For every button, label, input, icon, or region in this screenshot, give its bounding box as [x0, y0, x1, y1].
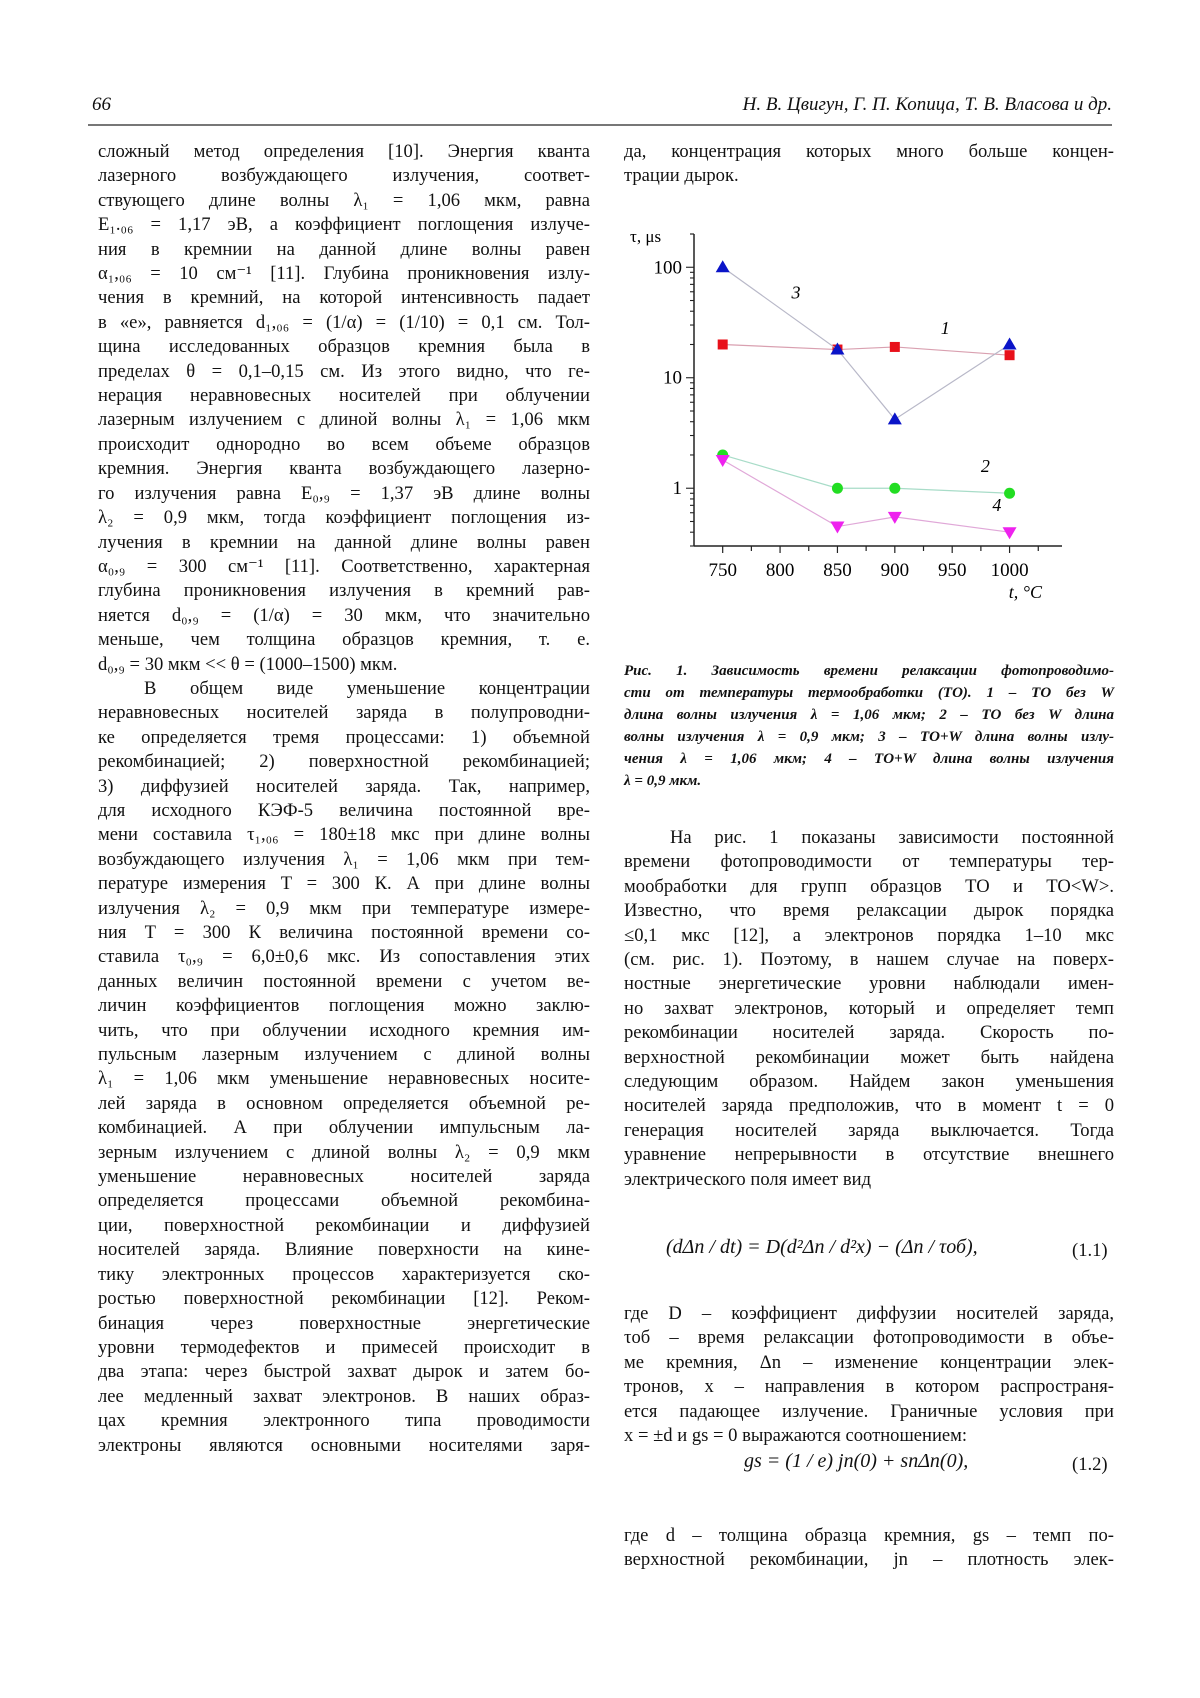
- text-line: τоб – время релаксации фотопроводимости в объе-: [624, 1327, 1114, 1349]
- text-line: мообработки для групп образцов ТО и ТО<W>.: [624, 875, 1114, 897]
- text-line: лее медленный захват электронов. В наших образ-: [98, 1385, 590, 1407]
- y-axis-label: τ, μs: [630, 227, 662, 246]
- figure-1-chart: [624, 220, 1114, 650]
- x-axis-label: t, °C: [1008, 582, 1042, 602]
- text-line: λ₂ = 0,9 мкм, тогда коэффициент поглощения из-: [98, 507, 590, 529]
- text-line: рекомбинацией; 2) поверхностной рекомбинацией;: [98, 751, 590, 773]
- text-line: два этапа: через быстрой захват дырок и затем бо-: [98, 1361, 590, 1383]
- text-line: В общем виде уменьшение концентрации: [144, 677, 590, 699]
- text-line: кремния. Энергия кванта возбуждающего лазерно-: [98, 458, 590, 480]
- series-3-line: [723, 267, 1010, 419]
- x-tick-label: 750: [708, 560, 737, 581]
- series-1-point: [890, 342, 900, 352]
- series-2-point: [1004, 488, 1015, 499]
- right-column-after-eq1-text: [624, 1302, 1114, 1448]
- text-line: уменьшение неравновесных носителей заряда: [98, 1166, 590, 1188]
- y-tick-label: 100: [653, 257, 682, 279]
- text-line: электроны являются основными носителями заря-: [98, 1434, 590, 1456]
- text-line: зерным излучением с длиной волны λ₂ = 0,9 мкм: [98, 1141, 590, 1163]
- text-line: ния T = 300 К величина постоянной времени со-: [98, 922, 590, 943]
- text-line: верхностной рекомбинации может быть найдена: [624, 1046, 1114, 1068]
- text-line: ке определяется тремя процессами: 1) объемной: [98, 726, 590, 748]
- text-line: ме кремния, Δn – изменение концентрации элек-: [624, 1351, 1114, 1373]
- text-line: (см. рис. 1). Поэтому, в нашем случае на поверх-: [624, 949, 1114, 971]
- series-2-line: [723, 455, 1010, 493]
- equation-1-1: (dΔn / dt) = D(d²Δn / d²x) − (Δn / τоб),: [666, 1236, 978, 1258]
- y-tick-label: 1: [672, 478, 682, 500]
- right-column-bottom-text: [624, 1524, 1114, 1573]
- text-line: ется падающее излучение. Граничные условия при: [624, 1400, 1114, 1422]
- text-line: ствующего длине волны λ₁ = 1,06 мкм, равна: [98, 189, 590, 211]
- x-tick-label: 1000: [990, 560, 1029, 581]
- text-line: следующим образом. Найдем закон уменьшения: [624, 1071, 1114, 1093]
- text-line: x = ±d и gs = 0 выражаются соотношением:: [624, 1425, 968, 1447]
- text-line: λ₁ = 1,06 мкм уменьшение неравновесных носите-: [98, 1068, 590, 1090]
- page-number: 66: [92, 94, 111, 115]
- text-line: происходит однородно во всем объеме образцов: [98, 433, 590, 455]
- text-line: генерация носителей заряда выключается. Тогда: [624, 1119, 1114, 1141]
- series-4-point: [716, 455, 730, 467]
- right-column-top-text: [624, 140, 1114, 189]
- text-line: трации дырок.: [624, 165, 739, 187]
- text-line: времени фотопроводимости от температуры тер-: [624, 851, 1114, 873]
- text-line: лазерным излучением с длиной волны λ₁ = 1,06 мкм: [98, 409, 590, 431]
- series-3-point: [716, 260, 730, 272]
- text-line: нерация неравновесных носителей при облучении: [98, 385, 590, 407]
- text-line: уравнение непрерывности в отсутствие внешнего: [624, 1144, 1114, 1166]
- text-line: комбинацией. А при облучении импульсным ла-: [98, 1117, 590, 1139]
- text-line: 3) диффузией носителей заряда. Так, например,: [98, 775, 590, 797]
- text-line: λ = 0,9 мкм.: [624, 773, 702, 789]
- text-line: но захват электронов, который и определяет темп: [624, 997, 1114, 1019]
- text-line: рекомбинации носителей заряда. Скорость по-: [624, 1022, 1114, 1044]
- text-line: излучения λ₂ = 0,9 мкм при температуре измере-: [98, 897, 590, 919]
- text-line: ставила τ₀,₉ = 6,0±0,6 мкс. Из сопоставления этих: [98, 946, 590, 968]
- text-line: щина исследованных образцов кремния была в: [98, 336, 590, 358]
- text-line: да, концентрация которых много больше концен-: [624, 141, 1114, 162]
- text-line: уровни термодефектов и примесей происходит в: [98, 1336, 590, 1358]
- text-line: пределах θ = 0,1–0,15 см. Из этого видно, что ге-: [98, 360, 590, 382]
- text-line: для исходного КЭФ-5 величина постоянной вре-: [98, 799, 590, 821]
- text-line: ции, поверхностной рекомбинации и диффузией: [98, 1214, 590, 1236]
- text-line: ≤0,1 мкс [12], а электронов порядка 1–10 мкс: [624, 924, 1114, 946]
- text-line: где d – толщина образца кремния, gs – темп по-: [624, 1525, 1114, 1546]
- text-line: возбуждающего излучения λ₁ = 1,06 мкм при тем-: [98, 848, 590, 870]
- text-line: го излучения равна E₀,₉ = 1,37 эВ длине волны: [98, 482, 590, 504]
- text-line: носителей заряда предположив, что в момент t = 0: [624, 1095, 1114, 1117]
- text-line: На рис. 1 показаны зависимости постоянной: [670, 827, 1114, 848]
- text-line: бинация через поверхностные энергетические: [98, 1312, 590, 1334]
- text-line: лучения в кремнии на данной длине волны равен: [98, 531, 590, 553]
- text-line: ростью поверхностной рекомбинации [12]. Реком-: [98, 1288, 590, 1310]
- series-1-line: [723, 344, 1010, 355]
- series-label-annotation: 3: [791, 282, 801, 303]
- series-2-point: [832, 483, 843, 494]
- series-3-point: [1003, 337, 1017, 349]
- series-1-point: [1005, 350, 1015, 360]
- text-line: Рис. 1. Зависимость времени релаксации фотопроводимо-: [624, 663, 1114, 679]
- series-4-line: [723, 460, 1010, 532]
- text-line: чения в кремний, на которой интенсивность падает: [98, 287, 590, 309]
- text-line: верхностной рекомбинации, jn – плотность элек-: [624, 1549, 1114, 1571]
- text-line: Известно, что время релаксации дырок порядка: [624, 900, 1114, 922]
- series-1-point: [718, 339, 728, 349]
- series-label-annotation: 4: [992, 495, 1002, 516]
- text-line: α₁,₀₆ = 10 см⁻¹ [11]. Глубина проникновения излу-: [98, 263, 590, 285]
- text-line: данных величин постоянной времени с учетом ве-: [98, 970, 590, 992]
- equation-1-1-number: (1.1): [1072, 1240, 1108, 1261]
- x-tick-label: 850: [823, 560, 852, 581]
- y-tick-label: 10: [663, 367, 682, 389]
- text-line: в «e», равняется d₁,₀₆ = (1/α) = (1/10) = 0,1 см. Тол-: [98, 311, 590, 333]
- text-line: няется d₀,₉ = (1/α) = 30 мкм, что значительно: [98, 604, 590, 626]
- text-line: неравновесных носителей заряда в полупроводни-: [98, 702, 590, 724]
- series-2-point: [889, 483, 900, 494]
- text-line: волны излучения λ = 0,9 мкм; 3 – ТО+W длина волны излу-: [624, 729, 1114, 745]
- equation-1-2-number: (1.2): [1072, 1454, 1108, 1475]
- figure-caption: [624, 660, 1114, 792]
- series-label-annotation: 1: [940, 317, 950, 338]
- series-4-point: [1003, 527, 1017, 539]
- x-tick-label: 900: [880, 560, 910, 581]
- text-line: длина волны излучения λ = 1,06 мкм; 2 – ТО без W длина: [624, 707, 1114, 723]
- text-line: глубина проникновения излучения в кремний рав-: [98, 580, 590, 602]
- text-line: тику электронных процессов характеризуется ско-: [98, 1263, 590, 1285]
- x-tick-label: 800: [765, 560, 795, 581]
- text-line: где D – коэффициент диффузии носителей заряда,: [624, 1303, 1114, 1324]
- right-column-mid-text: [624, 826, 1114, 1192]
- text-line: пульсным лазерным излучением с длиной волны: [98, 1044, 590, 1066]
- running-head: Н. В. Цвигун, Г. П. Копица, Т. В. Власова и др.: [742, 94, 1112, 115]
- text-line: лей заряда в основном определяется объемной ре-: [98, 1092, 590, 1114]
- text-line: личин коэффициентов поглощения можно заклю-: [98, 995, 590, 1017]
- text-line: меньше, чем толщина образцов кремния, т. е.: [98, 629, 590, 651]
- text-line: электрического поля имеет вид: [624, 1168, 872, 1190]
- equation-1-2: gs = (1 / e) jn(0) + snΔn(0),: [744, 1450, 969, 1472]
- text-line: сти от температуры термообработки (ТО). 1 – ТО без W: [624, 685, 1114, 701]
- text-line: тронов, x – направления в котором распространя-: [624, 1376, 1114, 1398]
- text-line: ностные энергетические уровни наблюдали имен-: [624, 973, 1114, 995]
- series-label-annotation: 2: [980, 456, 990, 477]
- text-line: ния в кремнии на данной длине волны равен: [98, 238, 590, 260]
- text-line: пературе измерения T = 300 К. А при длине волны: [98, 873, 590, 895]
- text-line: E₁.₀₆ = 1,17 эВ, а коэффициент поглощения излуче-: [98, 214, 590, 236]
- text-line: сложный метод определения [10]. Энергия кванта: [98, 141, 590, 162]
- text-line: носителей заряда. Влияние поверхности на кине-: [98, 1239, 590, 1261]
- x-tick-label: 950: [937, 560, 967, 581]
- series-4-point: [830, 522, 844, 534]
- text-line: цах кремния электронного типа проводимости: [98, 1410, 590, 1432]
- page-header: [92, 94, 1112, 124]
- text-line: определяется процессами объемной рекомбина-: [98, 1190, 590, 1212]
- text-line: мени составила τ₁,₀₆ = 180±18 мкс при длине волны: [98, 824, 590, 846]
- header-rule: [88, 124, 1112, 126]
- text-line: чить, что при облучении исходного кремния им-: [98, 1019, 590, 1041]
- text-line: d₀,₉ = 30 мкм << θ = (1000–1500) мкм.: [98, 653, 398, 675]
- text-line: чения λ = 1,06 мкм; 4 – ТО+W длина волны излучения: [624, 751, 1114, 767]
- chart-svg: [624, 220, 1114, 650]
- left-column-text: [98, 140, 590, 1458]
- text-line: α₀,₉ = 300 см⁻¹ [11]. Соответственно, характерная: [98, 555, 590, 577]
- text-line: лазерного возбуждающего излучения, соответ-: [98, 165, 590, 187]
